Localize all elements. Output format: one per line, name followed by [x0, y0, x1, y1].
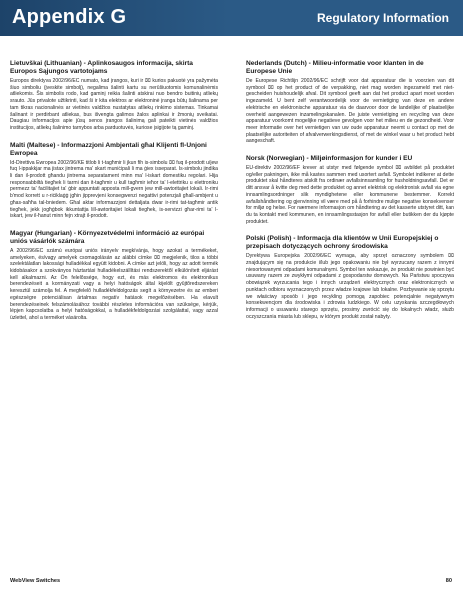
section-heading: Malti (Maltese) - Informazzjoni Ambjentali għal Klijenti fl-Unjoni Ewropea	[10, 141, 207, 157]
section-body: Id-Direttiva Ewropea 2002/96/KE titlob li t-tagħmir li jkun fih is-simbolu ⌧ fuq il-prodott u/jew fuq l-ippakkjar ma jistax jintrema ma' skart muniċipali li ma ġiex isseparat. Is-simbolu jindika li dan il-prodott għandu jintrema separatament minn ma' l-iskart domestiku regolari. Hija responsabbiltà tiegħek li tarmi dan it-tagħmir u kull tagħmir ieħor ta' l-elettriku u elettroniku permezz ta' faċilitajiet ta' ġbir appuntati apposta mill-gvern jew mill-awtoritajiet lokali. Ir-rimi b'mod korrett u r-riċiklaġġ jgħin jipprevjeni konsegwenzi negattivi potenzjali għall-ambjent u għas-saħħa tal-bniedem. Għal aktar informazzjoni dettaljata dwar ir-rimi tat-tagħmir antik tiegħek, jekk jogħġbok ikkuntattja lill-awtoritajiet lokali tiegħek, is-servizzi għar-rimi ta' l-iskart, jew il-ħanut minn fejn xtrajt il-prodott.	[10, 159, 218, 220]
appendix-title: Appendix G	[12, 6, 127, 28]
section-heading: Nederlands (Dutch) - Milieu-informatie voor klanten in de Europese Unie	[246, 60, 424, 75]
section-heading: Polski (Polish) - Informacja dla klientów w Unii Europejskiej o przepisach dotyczących ochrony środowiska	[246, 235, 439, 251]
section-body: Europos direktyva 2002/96/EC numato, kad įrangos, kuri ir ⌧ kurios pakuotė yra pažymėta šiuo simboliu (įveskite simbolį), negalima šalinti kartu su nerūšiuotomis komunalinėmis atliekomis. Šis simbolis rodo, kad gaminį reikia šalinti atskirai nuo bendro buitinių atliekų srauto. Jūs privalote užtikrinti, kad ši ir kita elektros ar elektroninė įranga būtų šalinama per tam tikras nacionalinės ar vietinės valdžios nustatytas atliekų rinkimo sistemas. Tinkamai šalinant ir perdirbant atliekas, bus išvengta galimos žalos aplinkai ir žmonių sveikatai. Daugiau informacijos apie jūsų senos įrangos šalinimą gali pateikti vietinės valdžios institucijos, atliekų šalinimo tarnybos arba parduotuvės, kuriose įsigijote tą gaminį.	[10, 78, 218, 131]
section-body: A 2002/96/EC számú európai uniós irányelv megkívánja, hogy azokat a termékeket, amelyeken, és/vagy amelyek csomagolásán az alábbi címke ⌧ megjelenik, tilos a többi szelektálatlan lakossági hulladékkal együtt kidobni. A címke azt jelöli, hogy az adott termék kidobásakor a szokványos háztartási hulladékelszállítási rendszerektõl elkülönített eljárást kell alkalmazni. Az Ön felelõssége, hogy ezt, és más elektromos és elektronikus berendezéseit a kormányzati vagy a helyi hatóságok által kijelölt gyûjtõredszereken keresztül számolja fel. A megfelelõ hulladékfeldolgozás segít a környezetre és az emberi egészségre potenciálisan ártalmas negatív hatások megelõzésében. Ha elavult berendezéseinek felszámolásához további részletes információra van szüksége, kérjük, lépjen kapcsolatba a helyi hatóságokkal, a hulladékfeldolgozási szolgálattal, vagy azzal üzlettel, ahol a terméket vásárolta.	[10, 247, 218, 321]
right-column	[246, 60, 454, 330]
section-dutch	[246, 60, 454, 145]
left-column	[10, 60, 218, 332]
footer-product-name: WebView Switches	[10, 578, 61, 584]
section-heading: Lietuvškai (Lithuanian) - Aplinkosaugos informacija, skirta Europos Sąjungos vartotojams	[10, 60, 193, 75]
section-lithuanian	[10, 60, 218, 132]
page-header	[0, 0, 463, 36]
section-heading: Norsk (Norwegian) - Miljøinformasjon for kunder i EU	[246, 155, 413, 163]
content-columns	[10, 60, 454, 565]
section-maltese	[10, 142, 218, 220]
section-body: De Europese Richtlijn 2002/96/EC schrijft voor dat apparatuur die is voorzien van dit symbool ⌧ op het product of de verpakking, niet mag worden ingezameld met niet-gescheiden huishoudelijk afval. Dit symbool geeft aan dat het product apart moet worden ingezameld. U bent zelf verantwoordelijk voor de vernietiging van deze en andere elektrische en elektronische apparatuur via de daarvoor door de landelijke of plaatselijke overheid aangewezen inzamelingskanalen. De juiste vernietiging en recycling van deze apparatuur voorkomt mogelijke negatieve gevolgen voor het milieu en de gezondheid. Voor meer informatie over het vernietigen van uw oude apparatuur neemt u contact op met de plaatselijke autoriteiten of afvalverwerkingsdienst, of met de winkel waar u het product hebt aangeschaft.	[246, 78, 454, 145]
footer-page-number: 80	[445, 578, 452, 584]
section-heading: Magyar (Hungarian) - Környezetvédelmi információ az európai uniós vásárlók számára	[10, 229, 205, 245]
section-norwegian	[246, 155, 454, 225]
section-body: EU-direktiv 2002/96/EF krever at utstyr med følgende symbol ⌧ avbildet på produktet og/eller pakningen, ikke må kastes sammen med usortert avfall. Symbolet indikerer at dette produktet skal håndteres atskilt fra ordinær avfallsinnsamling for husholdningsavfall. Det er ditt ansvar å kvitte deg med dette produktet og annet elektrisk og elektronisk avfall via egne innsamlingsordninger slik myndighetene eller kommunene bestemmer. Korrekt avfallshåndtering og gjenvinning vil være med på å forhindre mulige negative konsekvenser for miljø og helse. For nærmere informasjon om håndtering av det kasserte utstyret ditt, kan du ta kontakt med kommunen, en innsamlingsstasjon for avfall eller butikken der du kjøpte produktet.	[246, 165, 454, 225]
section-hungarian	[10, 230, 218, 322]
section-title: Regulatory Information	[316, 11, 449, 25]
section-polish	[246, 235, 454, 320]
section-body: Dyrektywa Europejska 2002/96/EC wymaga, aby sprzęt oznaczony symbolem ⌧ znajdującym się na produkcie i/lub jego opakowaniu nie był wyrzucany razem z innymi niesortowanymi odpadami komunalnymi. Symbol ten wskazuje, że produkt nie powinien być usuwany razem ze zwykłymi odpadami z gospodarstw domowych. Na Państwu spoczywa obowiązek wyrzucania tego i innych urządzeń elektrycznych oraz elektronicznych w punktach odbioru wyznaczonych przez władze krajowe lub lokalne. Pozbywanie się sprzętu we właściwy sposób i jego recykling pomogą zapobiec potencjalnie negatywnym konsekwencjom dla środowiska i zdrowia ludzkiego. W celu uzyskania szczegółowych informacji o usuwaniu starego sprzętu, prosimy zwrócić się do lokalnych władz, służb oczyszczania miasta lub sklepu, w którym produkt został nabyty.	[246, 253, 454, 320]
